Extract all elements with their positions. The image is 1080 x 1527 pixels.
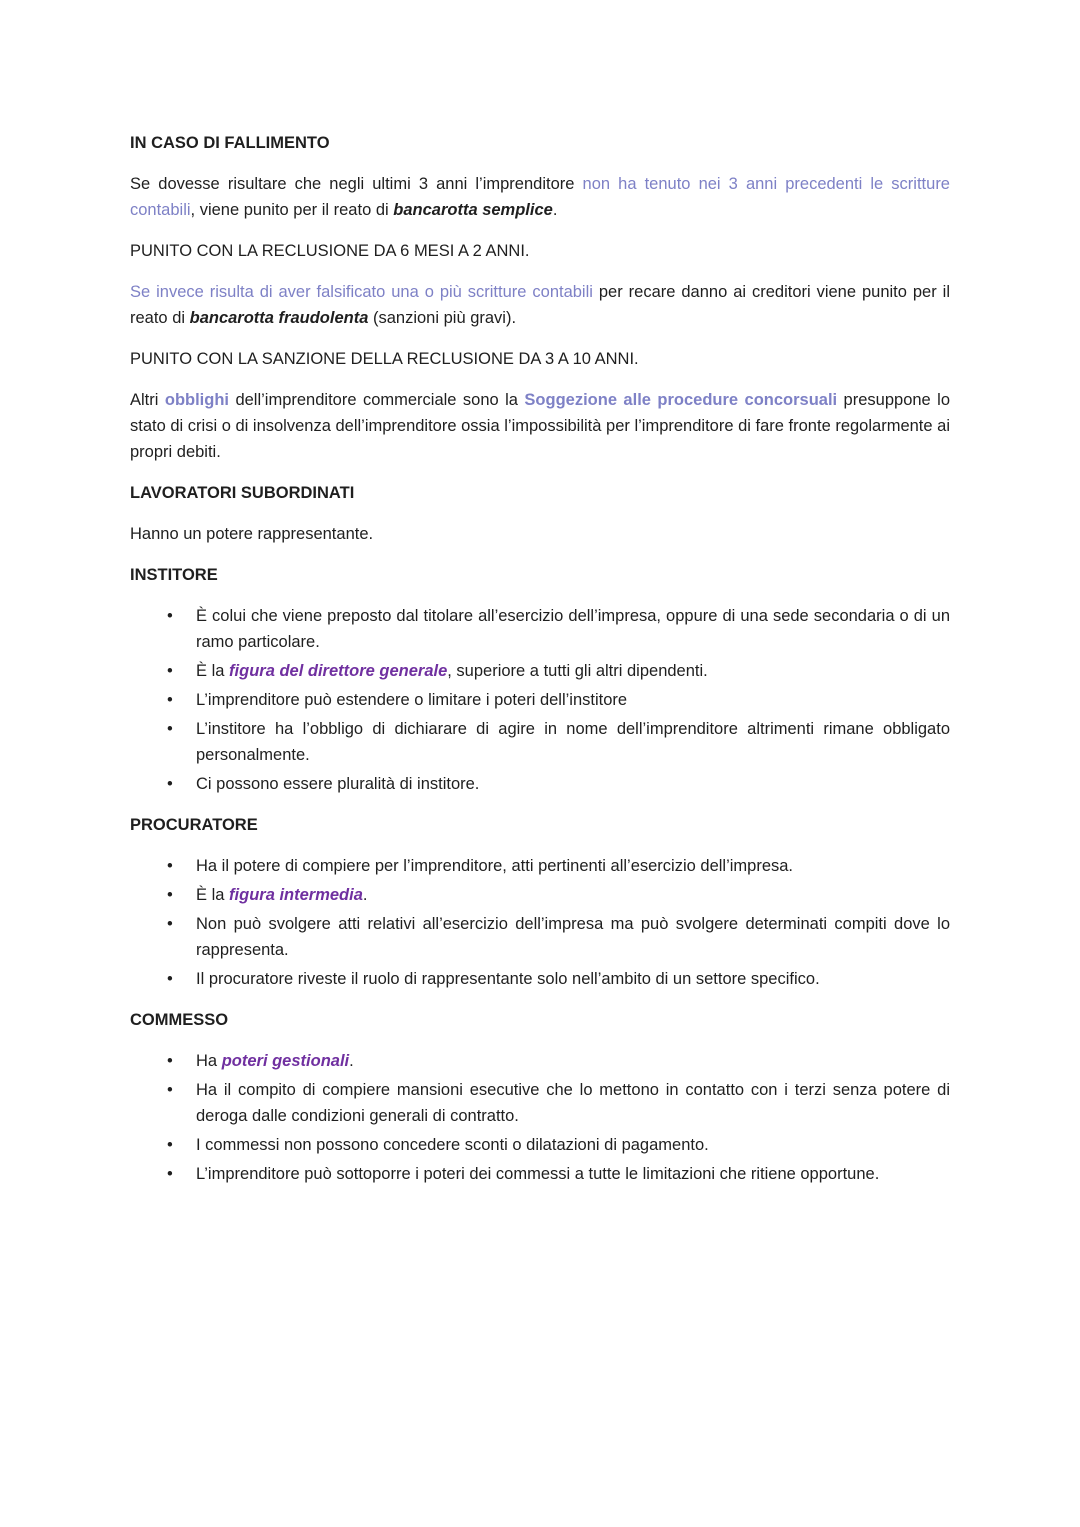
text-run: . <box>552 201 558 219</box>
text-run: figura intermedia <box>229 886 363 904</box>
list-item <box>130 1077 950 1129</box>
list-item <box>130 771 950 797</box>
list-item <box>130 716 950 768</box>
list-item <box>130 1132 950 1158</box>
list-item <box>130 1161 950 1187</box>
text-run: bancarotta fraudolenta <box>189 309 369 327</box>
text-run: Ha il compito di compiere mansioni esecutive che lo mettono in contatto con i terzi senza potere di deroga dalle condizioni generali di contratto. <box>196 1081 950 1125</box>
text-run: poteri gestionali <box>221 1052 350 1070</box>
text-run: (sanzioni più gravi). <box>368 309 517 327</box>
section-heading: INSTITORE <box>130 566 218 584</box>
text-run: per recare danno ai creditori viene punito per il reato di <box>130 283 950 327</box>
text-run: L’imprenditore può estendere o limitare i poteri dell’institore <box>196 691 628 709</box>
text-run: presuppone lo stato di crisi o di insolvenza dell’imprenditore ossia l’impossibilità per l’imprenditore di fare fronte regolarmente ai propri debiti. <box>130 391 950 461</box>
list-item <box>130 658 950 684</box>
text-run: Non può svolgere atti relativi all’esercizio dell’impresa ma può svolgere determinati compiti dove lo rappresenta. <box>196 915 950 959</box>
text-run: Ha <box>196 1052 222 1070</box>
list-item <box>130 882 950 908</box>
text-run: , superiore a tutti gli altri dipendenti. <box>447 662 708 680</box>
bullet-list <box>130 853 950 992</box>
paragraph <box>130 346 950 372</box>
list-item <box>130 911 950 963</box>
text-run: Altri <box>130 391 165 409</box>
section-heading: IN CASO DI FALLIMENTO <box>130 134 330 152</box>
list-item <box>130 853 950 879</box>
text-run: obblighi <box>164 391 230 409</box>
text-run: dell’imprenditore commerciale sono la <box>229 391 525 409</box>
paragraph <box>130 238 950 264</box>
paragraph <box>130 171 950 223</box>
text-run: Ha il potere di compiere per l’imprenditore, atti pertinenti all’esercizio dell’impresa. <box>196 857 794 875</box>
section-heading: LAVORATORI SUBORDINATI <box>130 484 355 502</box>
text-run: L’imprenditore può sottoporre i poteri dei commessi a tutte le limitazioni che ritiene opportune. <box>196 1165 880 1183</box>
list-item <box>130 1048 950 1074</box>
text-run: Soggezione alle procedure concorsuali <box>524 391 838 409</box>
paragraph <box>130 279 950 331</box>
text-run: . <box>362 886 368 904</box>
text-run: PUNITO CON LA SANZIONE DELLA RECLUSIONE DA 3 A 10 ANNI. <box>130 350 639 368</box>
text-run: Il procuratore riveste il ruolo di rappresentante solo nell’ambito di un settore specifico. <box>196 970 820 988</box>
text-run: È la <box>196 662 230 680</box>
text-run: È colui che viene preposto dal titolare all’esercizio dell’impresa, oppure di una sede secondaria o di un ramo particolare. <box>196 607 950 651</box>
section-heading: PROCURATORE <box>130 816 258 834</box>
text-run: non ha tenuto nei 3 anni precedenti le scritture contabili <box>130 175 950 219</box>
text-run: L’institore ha l’obbligo di dichiarare di agire in nome dell’imprenditore altrimenti rimane obbligato personalmente. <box>196 720 950 764</box>
text-run: figura del direttore generale <box>229 662 448 680</box>
paragraph <box>130 521 950 547</box>
text-run: bancarotta semplice <box>393 201 553 219</box>
text-run: Ci possono essere pluralità di institore. <box>196 775 480 793</box>
list-item <box>130 966 950 992</box>
bullet-list <box>130 603 950 797</box>
document-page <box>130 130 950 1202</box>
text-run: I commessi non possono concedere sconti o dilatazioni di pagamento. <box>196 1136 709 1154</box>
list-item <box>130 687 950 713</box>
text-run: . <box>349 1052 354 1070</box>
text-run: PUNITO CON LA RECLUSIONE DA 6 MESI A 2 ANNI. <box>130 242 530 260</box>
text-run: È la <box>196 886 230 904</box>
list-item <box>130 603 950 655</box>
paragraph <box>130 387 950 465</box>
section-heading: COMMESSO <box>130 1011 229 1029</box>
text-run: Se invece risulta di aver falsificato una o più scritture contabili <box>130 283 593 301</box>
text-run: Hanno un potere rappresentante. <box>130 525 374 543</box>
text-run: , viene punito per il reato di <box>190 201 394 219</box>
text-run: Se dovesse risultare che negli ultimi 3 anni l’imprenditore <box>130 175 583 193</box>
bullet-list <box>130 1048 950 1187</box>
